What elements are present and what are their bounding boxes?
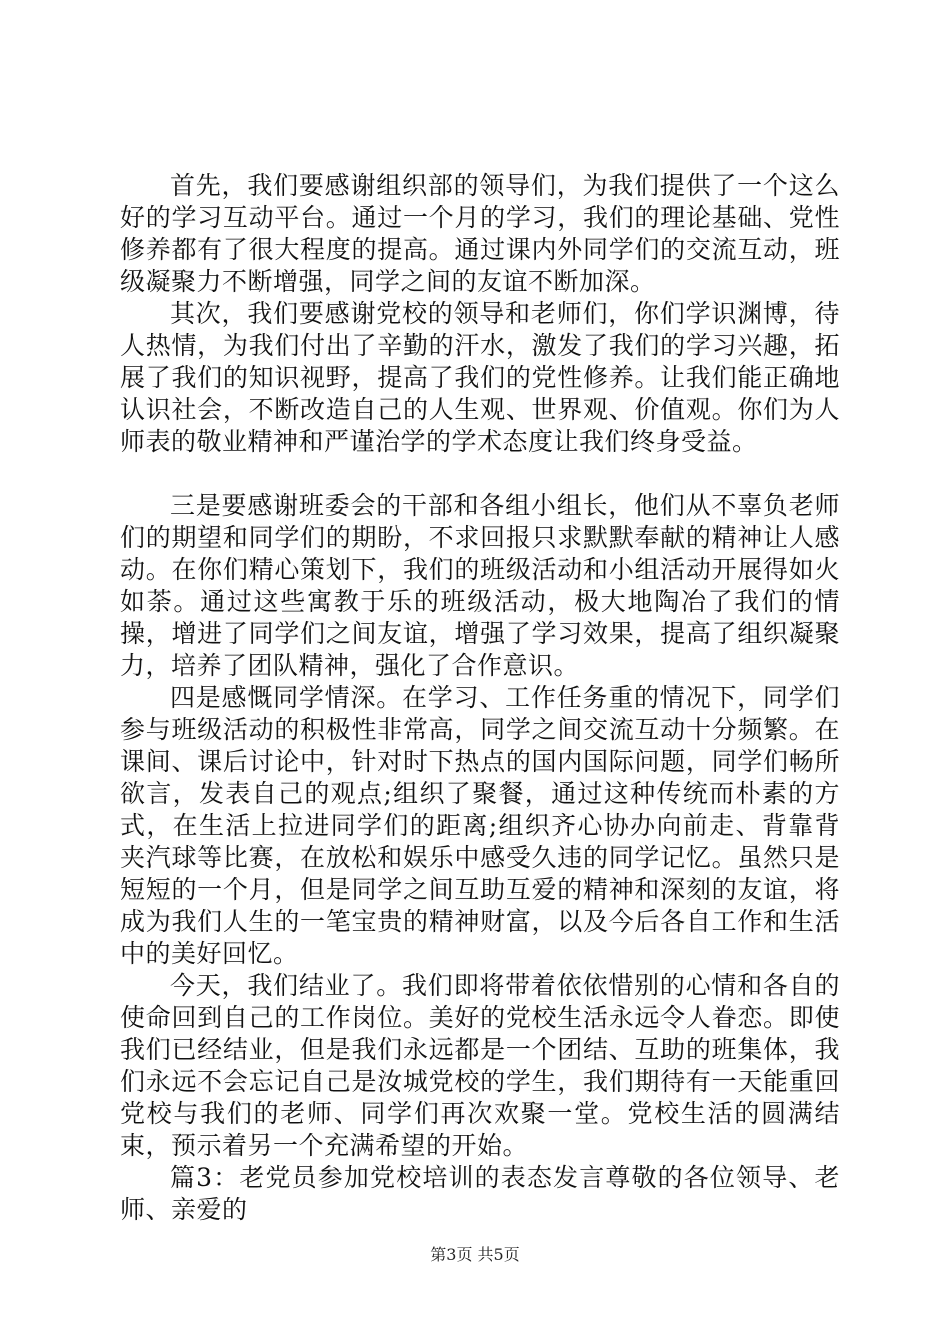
paragraph-thanks-party-school: 其次，我们要感谢党校的领导和老师们，你们学识渊博，待人热情，为我们付出了辛勤的汗水，激发了我们的学习兴趣，拓展了我们的知识视野，提高了我们的党性修养。让我们能正确地认识社会，不断改造自己的人生观、世界观、价值观。你们为人师表的敬业精神和严谨治学的学术态度让我们终身受益。 [120, 299, 840, 456]
paragraph-thanks-class-committee: 三是要感谢班委会的干部和各组小组长，他们从不辜负老师们的期望和同学们的期盼，不求回报只求默默奉献的精神让人感动。在你们精心策划下，我们的班级活动和小组活动开展得如火如荼。通过这些寓教于乐的班级活动，极大地陶冶了我们的情操，增进了同学们之间友谊，增强了学习效果，提高了组织凝聚力，培养了团队精神，强化了合作意识。 [120, 491, 840, 680]
paragraph-graduation: 今天，我们结业了。我们即将带着依依惜别的心情和各自的使命回到自己的工作岗位。美好的党校生活永远令人眷恋。即使我们已经结业，但是我们永远都是一个团结、互助的班集体，我们永远不会忘记自己是汝城党校的学生，我们期待有一天能重回党校与我们的老师、同学们再次欢聚一堂。党校生活的圆满结束，预示着另一个充满希望的开始。 [120, 971, 840, 1160]
page-footer: 第3页 共5页 [430, 1245, 520, 1264]
paragraph-thanks-organization: 首先，我们要感谢组织部的领导们，为我们提供了一个这么好的学习互动平台。通过一个月的学习，我们的理论基础、党性修养都有了很大程度的提高。通过课内外同学们的交流互动，班级凝聚力不断增强，同学之间的友谊不断加深。 [120, 171, 840, 296]
paragraph-chapter-3: 篇3：老党员参加党校培训的表态发言尊敬的各位领导、老师、亲爱的 [120, 1163, 840, 1224]
paragraph-classmates: 四是感慨同学情深。在学习、工作任务重的情况下，同学们参与班级活动的积极性非常高，同学之间交流互动十分频繁。在课间、课后讨论中，针对时下热点的国内国际问题，同学们畅所欲言，发表自己的观点;组织了聚餐，通过这种传统而朴素的方式，在生活上拉进同学们的距离;组织齐心协办向前走、背靠背夹汽球等比赛，在放松和娱乐中感受久违的同学记忆。虽然只是短短的一个月，但是同学之间互助互爱的精神和深刻的友谊，将成为我们人生的一笔宝贵的精神财富，以及今后各自工作和生活中的美好回忆。 [120, 683, 840, 968]
document-body [120, 170, 840, 1226]
